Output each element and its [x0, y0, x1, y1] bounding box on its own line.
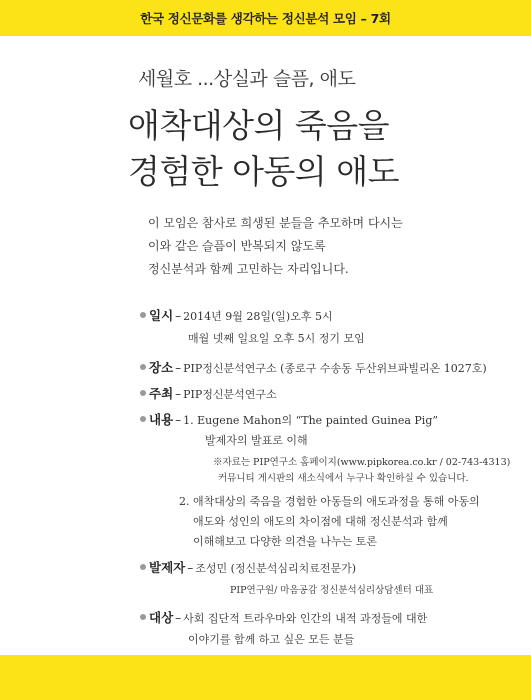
- top-banner: [0, 0, 531, 36]
- place-label: 장소: [149, 360, 174, 375]
- title-line-1: 애착대상의 죽음을: [128, 106, 390, 145]
- presenter-label: 발제자: [149, 560, 186, 575]
- bullet-icon: [140, 312, 146, 318]
- content-item-1: 1. Eugene Mahon의 “The painted Guinea Pig”: [183, 414, 438, 427]
- date-note: 매월 넷째 일요일 오후 5시 정기 모임: [188, 332, 365, 345]
- title-line-2: 경험한 아동의 애도: [128, 152, 400, 191]
- intro-line: 이와 같은 슬픔이 반복되지 않도록: [148, 239, 326, 253]
- date-label: 일시: [149, 308, 174, 323]
- audience-line-1: 사회 집단적 트라우마와 인간의 내적 과정들에 대한: [183, 612, 428, 625]
- presenter-value: 조성민 (정신분석심리치료전문가): [195, 562, 357, 575]
- subtitle: 세월호 ...상실과 슬픔, 애도: [138, 68, 356, 90]
- content-item-2-line-2: 애도와 성인의 애도의 차이점에 대해 정신분석과 함께: [193, 515, 448, 528]
- presenter-row: 발제자 – 조성민 (정신분석심리치료전문가): [140, 558, 356, 576]
- place-row: 장소 – PIP정신분석연구소 (종로구 수송동 두산위브파빌리온 1027호): [140, 358, 487, 376]
- content-item-2-line-1: 2. 애착대상의 죽음을 경험한 아동들의 애도과정을 통해 아동의: [179, 495, 480, 508]
- content-row: 내용 – 1. Eugene Mahon의 “The painted Guinea Pig”: [140, 410, 438, 428]
- content-item-2-line-3: 이해해보고 다양한 의견을 나누는 토론: [193, 535, 378, 548]
- intro-paragraph: [148, 212, 488, 281]
- host-label: 주최: [149, 386, 174, 401]
- date-row: 일시 – 2014년 9월 28일(일)오후 5시: [140, 306, 333, 324]
- intro-line: 정신분석과 함께 고민하는 자리입니다.: [148, 262, 349, 276]
- audience-line-2: 이야기를 함께 하고 싶은 모든 분들: [188, 633, 355, 646]
- bullet-icon: [140, 614, 146, 620]
- content-item-1-line-2: 발제자의 발표로 이해: [205, 434, 308, 447]
- content-item-1-note-2: 커뮤니티 게시판의 새소식에서 누구나 확인하실 수 있습니다.: [218, 473, 469, 484]
- bullet-icon: [140, 364, 146, 370]
- bullet-icon: [140, 390, 146, 396]
- bullet-icon: [140, 416, 146, 422]
- content-label: 내용: [149, 412, 174, 427]
- bottom-banner: [0, 655, 531, 700]
- date-value: 2014년 9월 28일(일)오후 5시: [183, 310, 333, 323]
- audience-row: 대상 – 사회 집단적 트라우마와 인간의 내적 과정들에 대한: [140, 608, 427, 626]
- bullet-icon: [140, 564, 146, 570]
- intro-line: 이 모임은 참사로 희생된 분들을 추모하며 다시는: [148, 216, 403, 230]
- place-value: PIP정신분석연구소 (종로구 수송동 두산위브파빌리온 1027호): [183, 362, 487, 375]
- series-title: 한국 정신문화를 생각하는 정신분석 모임 – 7회: [140, 11, 391, 26]
- presenter-affiliation: PIP연구원/ 마음공감 정신분석심리상담센터 대표: [230, 585, 434, 596]
- content-item-1-note-1: ※자료는 PIP연구소 홈페이지(www.pipkorea.co.kr / 02-743-4313): [213, 457, 511, 468]
- audience-label: 대상: [149, 610, 174, 625]
- host-row: 주최 – PIP정신분석연구소: [140, 384, 277, 402]
- host-value: PIP정신분석연구소: [183, 388, 277, 401]
